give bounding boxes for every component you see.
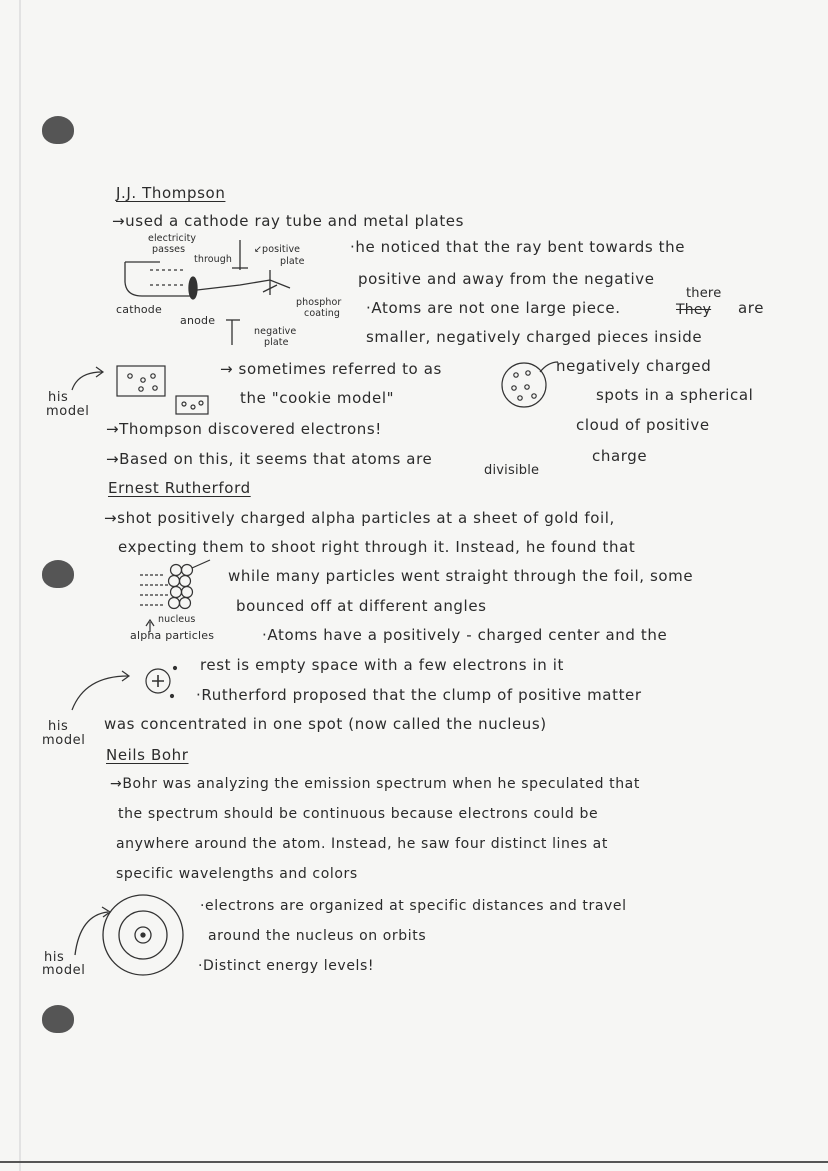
note-line: anywhere around the atom. Instead, he saw four distinct lines at (116, 836, 608, 852)
note-bullet: ·Rutherford proposed that the clump of positive matter (196, 686, 642, 704)
note-bullet: ·he noticed that the ray bent towards the (350, 238, 686, 256)
margin-label-his: his (48, 390, 69, 405)
note-bullet: ·electrons are organized at specific distances and travel (200, 898, 627, 914)
margin-label-his: his (44, 950, 65, 965)
note-bullet-cont: around the nucleus on orbits (208, 928, 427, 944)
note-side: negatively charged (556, 357, 712, 375)
cookie-model-drawing (72, 366, 208, 414)
diagram-label-positive: ↙positive (254, 244, 301, 255)
note-side: spots in a spherical (596, 386, 754, 404)
note-line: the spectrum should be continuous because electrons could be (118, 806, 599, 822)
note-line: → sometimes referred to as (220, 360, 442, 378)
note-bullet: ·Distinct energy levels! (198, 958, 375, 974)
note-side: cloud of positive (576, 416, 710, 434)
plum-pudding-sphere-drawing (502, 362, 558, 407)
margin-label-model: model (46, 404, 90, 419)
inserted-word: there (686, 286, 722, 301)
diagram-label-plate: plate (264, 337, 289, 348)
section-heading-rutherford: Ernest Rutherford (108, 479, 251, 497)
note-line: the "cookie model" (240, 389, 395, 407)
note-line: bounced off at different angles (236, 597, 487, 615)
note-line: →Based on this, it seems that atoms are (106, 450, 433, 468)
note-side: charge (592, 447, 648, 465)
diagram-label-plate: plate (280, 256, 305, 267)
rutherford-atom-drawing (72, 667, 177, 711)
diagram-label-electricity: electricity (148, 233, 197, 244)
diagram-label-through: through (194, 254, 233, 265)
diagram-label-negative: negative (254, 326, 297, 337)
note-bullet-cont: positive and away from the negative (358, 270, 655, 288)
note-bullet-cont: rest is empty space with a few electrons in it (200, 656, 564, 674)
note-line: →Thompson discovered electrons! (106, 420, 382, 438)
diagram-label-passes: passes (152, 244, 186, 255)
note-line: specific wavelengths and colors (116, 866, 358, 882)
note-bullet: ·Atoms are not one large piece. (366, 299, 621, 317)
margin-label-model: model (42, 733, 86, 748)
diagram-label-phosphor: phosphor (296, 297, 342, 308)
note-bullet: ·Atoms have a positively - charged center and the (262, 626, 668, 644)
note-bullet-cont: was concentrated in one spot (now called the nucleus) (104, 715, 547, 733)
note-bullet-cont: smaller, negatively charged pieces inside (366, 328, 703, 346)
note-line: →used a cathode ray tube and metal plates (112, 212, 465, 230)
note-line: →Bohr was analyzing the emission spectrum when he speculated that (110, 776, 640, 792)
struck-word: They (676, 302, 712, 318)
note-line: expecting them to shoot right through it. Instead, he found that (118, 538, 636, 556)
note-word: divisible (484, 463, 540, 478)
section-heading-bohr: Neils Bohr (106, 746, 189, 764)
margin-label-model: model (42, 963, 86, 978)
diagram-label-alpha: alpha particles (130, 629, 215, 642)
diagram-label-cathode: cathode (116, 303, 162, 316)
diagram-label-nucleus: nucleus (158, 614, 196, 625)
note-word: are (738, 299, 765, 317)
diagram-label-anode: anode (180, 314, 216, 327)
section-heading-thompson: J.J. Thompson (116, 184, 226, 202)
note-line: while many particles went straight through the foil, some (228, 567, 694, 585)
bohr-atom-drawing (75, 895, 183, 975)
diagram-label-coating: coating (304, 308, 340, 319)
margin-label-his: his (48, 719, 69, 734)
note-line: →shot positively charged alpha particles at a sheet of gold foil, (104, 509, 615, 527)
